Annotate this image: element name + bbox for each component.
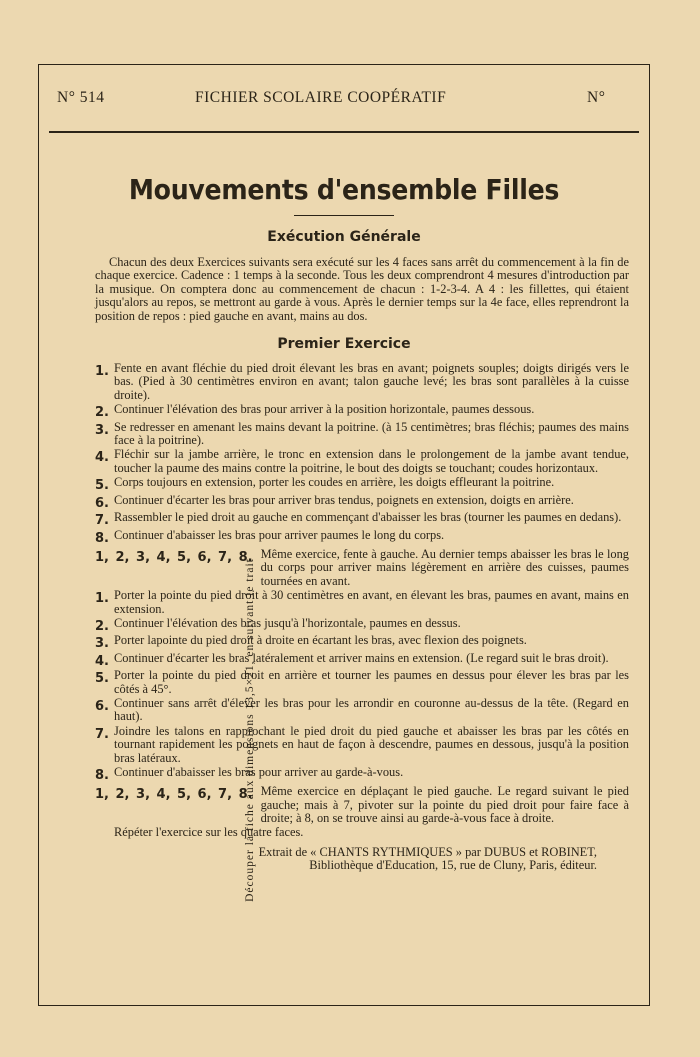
step-item [95,725,629,765]
closing-indent [95,826,114,839]
step-number: 4. [95,653,109,669]
card-number: N° 514 [57,89,105,106]
step-text: Fléchir sur la jambe arrière, le tronc en extension dans le prolongement de la jambe avant tendue, toucher la paume des mains contre la poitrine, le bout des doigts se touchant; coudes horizontaux. [114,447,629,475]
step-number: 4. [95,450,109,466]
step-item [95,448,629,475]
source-credit-line2: Bibliothèque d'Education, 15, rue de Cluny, Paris, éditeur. [309,858,597,873]
step-item [95,634,629,650]
step-text: Se redresser en amenant les mains devant la poitrine. (à 15 centimètres; bras fléchis; paumes des mains face à la poitrine). [114,419,629,448]
step-item [95,766,629,782]
step-text: Fente en avant fléchie du pied droit élevant les bras en avant; poignets souples; doigts dirigés vers le bas. (Pied à 30 centimètres environ en avant; talon gauche levé; les bras sont parallèles à la cuisse droite). [114,361,629,402]
step-number: 6. [95,698,109,714]
cut-instruction: Découper la fiche aux dimensions 13,5×21, en suivant le trait [244,558,256,902]
step-item [95,652,629,668]
source-credit-line1: Extrait de « CHANTS RYTHMIQUES » par DUBUS et ROBINET, [258,845,597,860]
step-number: 5. [95,478,109,494]
page-title: Mouvements d'ensemble Filles [128,173,560,206]
step-number: 6. [95,495,109,511]
series-title: FICHIER SCOLAIRE COOPÉRATIF [195,89,447,106]
step-number: 2. [95,405,109,421]
step-text: Même exercice, fente à gauche. Au dernier temps abaisser les bras le long du corps pour arriver mains légèrement en arrière des cuisses, paumes tournées en avant. [260,546,629,588]
step-number: 1. [95,591,109,607]
exercise-steps [55,362,633,839]
step-text: Continuer d'écarter les bras pour arriver bras tendus, poignets en extension, doigts en arrière. [114,492,574,507]
step-text: Même exercice en déplaçant le pied gauche. Le regard suivant le pied gauche; mais à 7, pivoter sur la pointe du pied droit pour faire face à droite; à 8, on se trouve ainsi au garde-à-vous face à droite. [260,784,629,826]
step-text: Continuer l'élévation des bras pour arriver à la position horizontale, paumes dessous. [114,402,535,417]
step-number: 5. [95,671,109,687]
closing-instruction [95,826,629,839]
step-text: Porter la pointe du pied droit en arrière et tourner les paumes en dessus pour élever les bras par les côtés à 45°. [114,668,629,696]
step-item [95,511,629,527]
step-text: Joindre les talons en rapprochant le pied droit du pied gauche et abaisser les bras par les côtés en tournant rapidement les poignets en haut de façon à descendre, paumes en dessous, jusqu'à la position bras latéraux. [114,723,629,765]
title-underline [294,215,394,216]
step-number: 8. [95,530,109,546]
step-item [95,362,629,402]
section-heading-general: Exécution Générale [267,229,421,245]
step-item [95,548,629,588]
step-text: Porter lapointe du pied droit à droite en écartant les bras, avec flexion des poignets. [114,633,527,648]
step-text: Continuer d'abaisser les bras pour arriver au garde-à-vous. [114,765,404,779]
document-card [38,64,650,1006]
step-text: Corps toujours en extension, porter les coudes en arrière, les doigts effleurant la poitrine. [114,475,555,490]
step-item [95,785,629,825]
step-text: Continuer sans arrêt d'élever les bras pour les arrondir en couronne au-dessus de la tête. (Regard en haut). [114,695,629,724]
step-number: 3. [95,422,109,438]
step-text: Continuer d'abaisser les bras pour arriver paumes le long du corps. [114,527,445,542]
step-item [95,403,629,419]
step-number: 7. [95,513,109,529]
step-text: Continuer d'écarter les bras latéralement et arriver mains en extension. (Le regard suit le bras droit). [114,650,609,665]
step-item [95,697,629,724]
step-number: 3. [95,636,109,652]
step-text: Continuer l'élévation des bras jusqu'à l'horizontale, paumes en dessus. [114,615,461,630]
step-item [95,529,629,545]
step-number: 1. [95,364,109,380]
source-credit [55,846,633,859]
step-text: Rassembler le pied droit au gauche en commençant d'abaisser les bras (tourner les paumes en dedans). [114,510,622,525]
step-item [95,669,629,696]
step-item [95,617,629,633]
step-item [95,589,629,616]
step-text: Porter la pointe du pied droit à 30 centimètres en avant, en élevant les bras, paumes en avant, mains en extension. [114,588,629,616]
closing-text: Répéter l'exercice sur les quatre faces. [114,824,304,839]
header-divider [49,131,639,133]
section-heading-first-exercise: Premier Exercice [277,336,411,353]
step-number: 2. [95,618,109,634]
header [55,65,633,131]
card-number-label: N° [587,89,606,106]
step-number: 1, 2, 3, 4, 5, 6, 7, 8. [95,549,253,565]
step-item [95,476,629,492]
step-item [95,421,629,448]
step-number: 1, 2, 3, 4, 5, 6, 7, 8. [95,787,253,803]
step-item [95,494,629,510]
general-instructions: Chacun des deux Exercices suivants sera exécuté sur les 4 faces sans arrêt du commencement à la fin de chaque exercice. Cadence : 1 temps à la seconde. Tous les deux comprendront 4 mesures d'introduction par la musique. On comptera donc au commencement de chacun : 1-2-3-4. A 4 : les fillettes, qui étaient jusqu'alors au repos, se mettront au garde à vous. Après le dernier temps sur la 4e face, elles reprendront la position de repos : pied gauche en avant, mains au dos. [95,255,629,323]
step-number: 7. [95,726,109,742]
step-number: 8. [95,768,109,783]
